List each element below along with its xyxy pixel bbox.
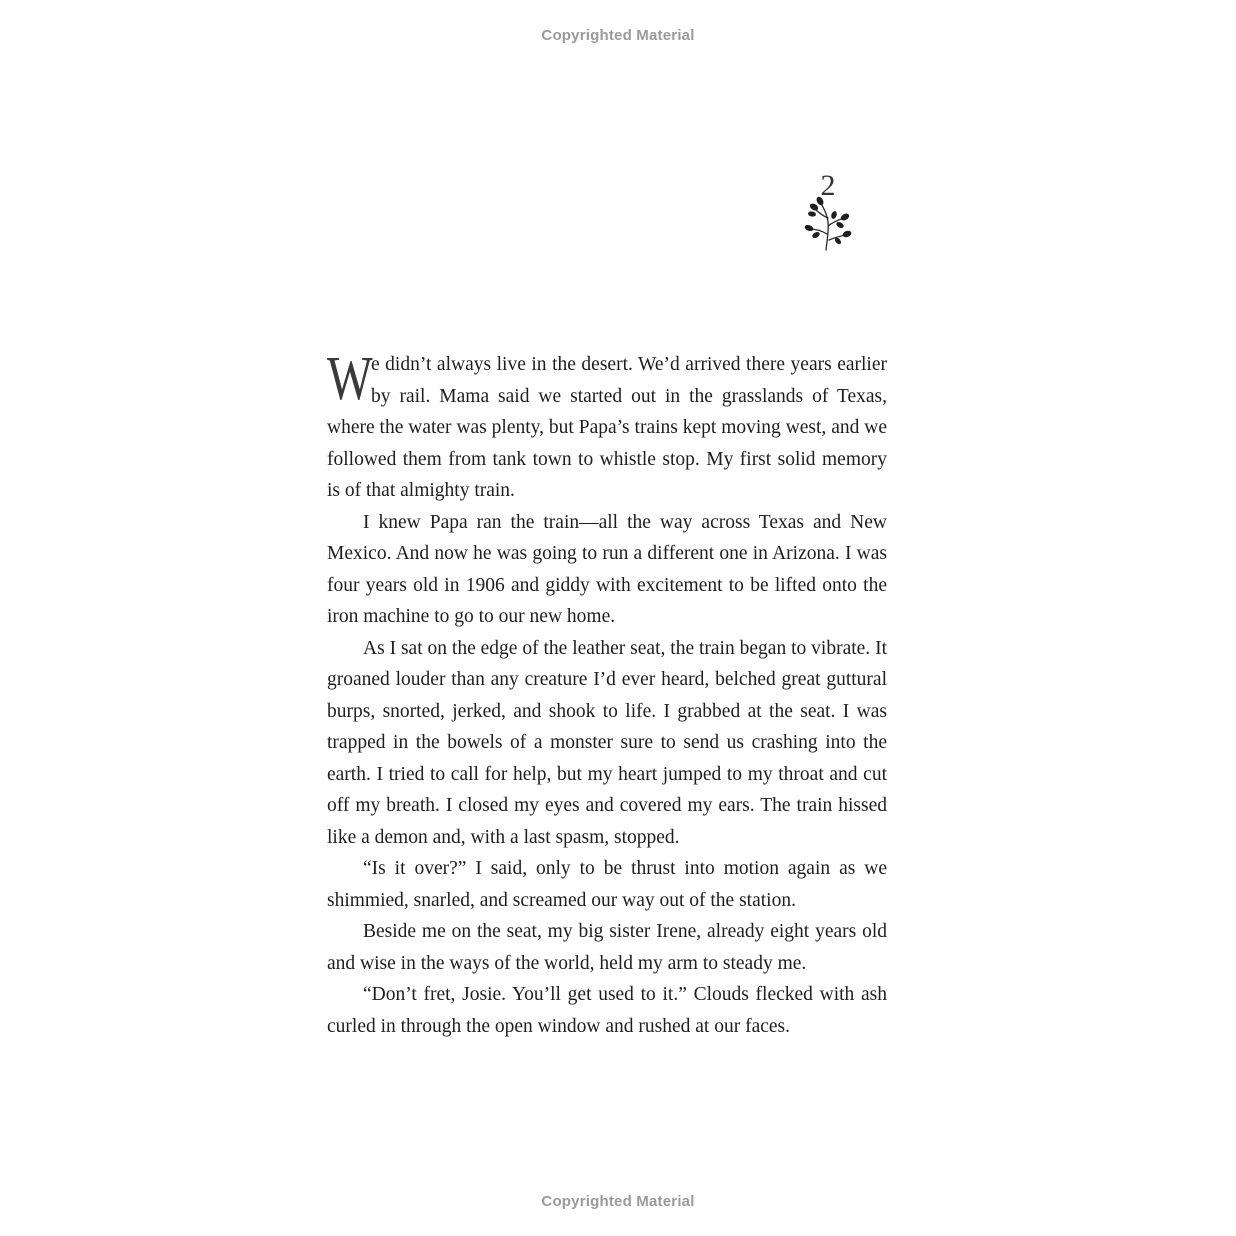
paragraph-6: “Don’t fret, Josie. You’ll get used to it.” Clouds flecked with ash curled in through the open window and rushed at our faces. bbox=[327, 984, 887, 1037]
chapter-number: 2 bbox=[820, 169, 836, 202]
paragraph-5: Beside me on the seat, my big sister Irene, already eight years old and wise in the ways of the world, held my arm to steady me. bbox=[327, 921, 887, 974]
chapter-heading bbox=[798, 170, 858, 254]
paragraph-4: “Is it over?” I said, only to be thrust into motion again as we shimmied, snarled, and screamed our way out of the station. bbox=[327, 858, 887, 911]
paragraph-1-text: e didn’t always live in the desert. We’d arrived there years earlier by rail. Mama said we started out in the grasslands of Texas, where the water was plenty, but Papa’s trains kept moving west, and we followed them from tank town to whistle stop. My first solid memory is of that almighty train. bbox=[327, 354, 887, 501]
drop-cap: W bbox=[327, 345, 373, 413]
chapter-body-text bbox=[327, 345, 887, 1042]
leafy-sprig-icon bbox=[802, 196, 854, 252]
copyright-watermark-top: Copyrighted Material bbox=[541, 27, 695, 44]
paragraph-3: As I sat on the edge of the leather seat, the train began to vibrate. It groaned louder than any creature I’d ever heard, belched great guttural burps, snorted, jerked, and shook to life. I grabbed at the seat. I was trapped in the bowels of a monster sure to send us crashing into the earth. I tried to call for help, but my heart jumped to my throat and cut off my breath. I closed my eyes and covered my ears. The train hissed like a demon and, with a last spasm, stopped. bbox=[327, 637, 887, 848]
copyright-watermark-bottom: Copyrighted Material bbox=[541, 1193, 695, 1210]
paragraph-1 bbox=[327, 345, 887, 507]
paragraph-2: I knew Papa ran the train—all the way across Texas and New Mexico. And now he was going to run a different one in Arizona. I was four years old in 1906 and giddy with excitement to be lifted onto the iron machine to go to our new home. bbox=[327, 511, 887, 627]
